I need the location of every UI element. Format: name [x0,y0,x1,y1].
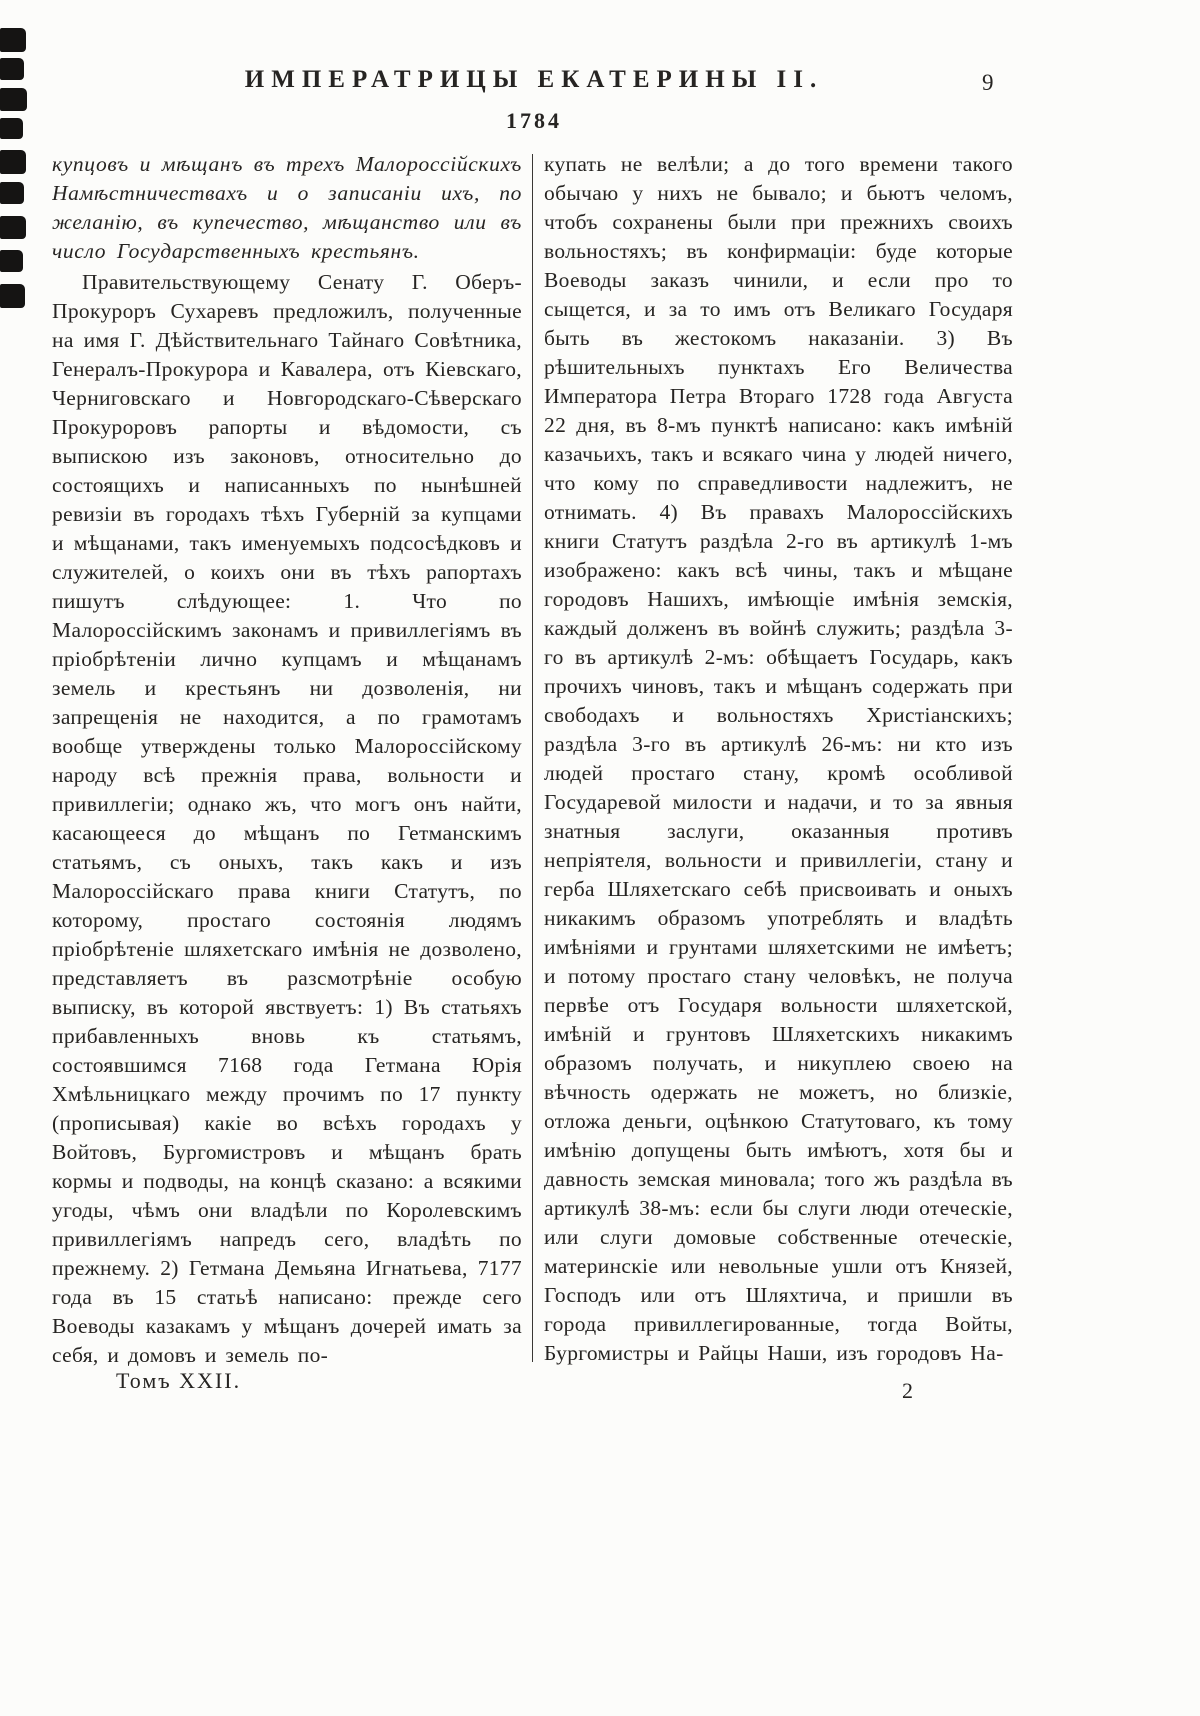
year-heading: 1784 [506,108,562,133]
text-columns [52,150,1014,1368]
scan-artifact [0,28,26,52]
scan-artifact [0,118,23,139]
scan-artifact [0,284,25,308]
decree-title-continuation: купцовъ и мѣщанъ въ трехъ Малороссійскихъ Намѣстничествахъ и о записаніи ихъ, по желанію, въ купечество, мѣщанство или въ число Государственныхъ крестьянъ. [52,152,522,263]
footer-sheet-number: 2 [902,1378,913,1403]
scan-artifact [0,88,27,111]
scan-artifact [0,182,24,204]
page-number: 9 [982,70,994,95]
footer-volume-label: Томъ XXII. [116,1368,242,1393]
right-column-body: купать не велѣли; а до того времени такого обычаю у нихъ не бывало; и бьютъ челомъ, чтобъ сохранены были при прежнихъ своихъ вольностяхъ; въ конфирмаціи: буде которые Воеводы заказъ чинили, и если про то сыщется, и за то имъ отъ Великаго Государя быть въ жестокомъ наказаніи. 3) Въ рѣшительныхъ пунктахъ Его Величества Императора Петра Втораго 1728 года Августа 22 дня, въ 8-мъ пунктѣ написано: какъ имѣній казачьихъ, такъ и всякаго чина у людей ничего, что кому по справедливости надлежитъ, не отнимать. 4) Въ правахъ Малороссійскихъ книги Статутъ раздѣла 2-го въ артикулѣ 1-мъ изображено: какъ всѣ чины, такъ и мѣщане городовъ Нашихъ, имѣющіе имѣнія земскія, каждый долженъ въ войнѣ служить; раздѣла 3-го въ артикулѣ 2-мъ: обѣщаетъ Государь, какъ прочихъ чиновъ, такъ и мѣщанъ содержать при свободахъ и вольностяхъ Христіанскихъ; раздѣла 3-го въ артикулѣ 26-мъ: ни кто изъ людей простаго стану, кромѣ особливой Государевой милости и надачи, и то за явныя знатныя заслуги, оказанныя противъ непріятеля, вольности и привиллегіи, стану и герба Шляхетскаго себѣ присвоивать и оныхъ никакимъ образомъ употреблять и владѣть имѣніями и грунтами шляхетскими не имѣетъ; и потому простаго стану человѣкъ, не получа первѣе отъ Государя вольности шляхетской, имѣній и грунтовъ Шляхетскихъ никакимъ образомъ получать, и никуплею своею на вѣчность одержать не можетъ, но близкіе, отложа деньги, оцѣнкою Статутоваго, къ тому имѣнію допущены быть имѣютъ, хотя бы и давность земская миновала; того жъ раздѣла въ артикулѣ 38-мъ: если бы слуги люди отеческіе, или слуги домовые собственные отеческіе, материнскіе или невольные ушли отъ Князей, Господъ или отъ Шляхтича, и пришли въ города привиллегированные, тогда Войты, Бургомистры и Райцы Наши, изъ городовъ На- [544,152,1013,1365]
page-title: ИМПЕРАТРИЦЫ ЕКАТЕРИНЫ II. [244,66,824,93]
scan-artifact-column [0,18,34,318]
scan-artifact [0,150,26,174]
left-column-body: Правительствующему Сенату Г. Оберъ-Прокуроръ Сухаревъ предложилъ, полученные на имя Г. Дѣйствительнаго Тайнаго Совѣтника, Генералъ-Прокурора и Кавалера, отъ Кіевскаго, Черниговскаго и Новгородскаго-Сѣверскаго Прокуроровъ рапорты и вѣдомости, съ выпискою изъ законовъ, относительно до состоящихъ и написанныхъ по нынѣшней ревизіи въ городахъ тѣхъ Губерній за купцами и мѣщанами, такъ именуемыхъ подсосѣдковъ и служителей, о коихъ они въ тѣхъ рапортахъ пишутъ слѣдующее: 1. Что по Малороссійскимъ законамъ и привиллегіямъ въ пріобрѣтеніи лично купцамъ и мѣщанамъ земель и крестьянъ ни дозволенія, ни запрещенія не находится, а по грамотамъ вообще утверждены только Малороссійскому народу всѣ прежнія права, вольности и привиллегіи; однако жъ, что могъ онъ найти, касающееся до мѣщанъ по Гетманскимъ статьямъ, съ оныхъ, такъ какъ и изъ Малороссійскаго права книги Статутъ, по которому, простаго состоянія людямъ пріобрѣтеніе шляхетскаго имѣнія не дозволено, представляетъ въ разсмотрѣніе особую выписку, въ которой явствуетъ: 1) Въ статьяхъ прибавленныхъ вновь къ статьямъ, состоявшимся 7168 года Гетмана Юрія Хмѣльницкаго между прочимъ по 17 пункту (прописывая) какіе во всѣхъ городахъ у Войтовъ, Бургомистровъ и мѣщанъ брать кормы и подводы, на концѣ сказано: а всякими угоды, чѣмъ они владѣли по Королевскимъ привиллегіямъ напредъ сего, владѣть по прежнему. 2) Гетмана Демьяна Игнатьева, 7177 года въ 15 статьѣ написано: прежде сего Воеводы казакамъ у мѣщанъ дочерей имать за себя, и домовъ и земель по- [52,270,522,1367]
column-divider-rule [532,154,533,1362]
scan-artifact [0,250,23,272]
left-column [52,150,522,1368]
page-header [55,66,1013,94]
scan-artifact [0,216,26,239]
scan-artifact [0,58,24,80]
right-column [544,150,1013,1368]
